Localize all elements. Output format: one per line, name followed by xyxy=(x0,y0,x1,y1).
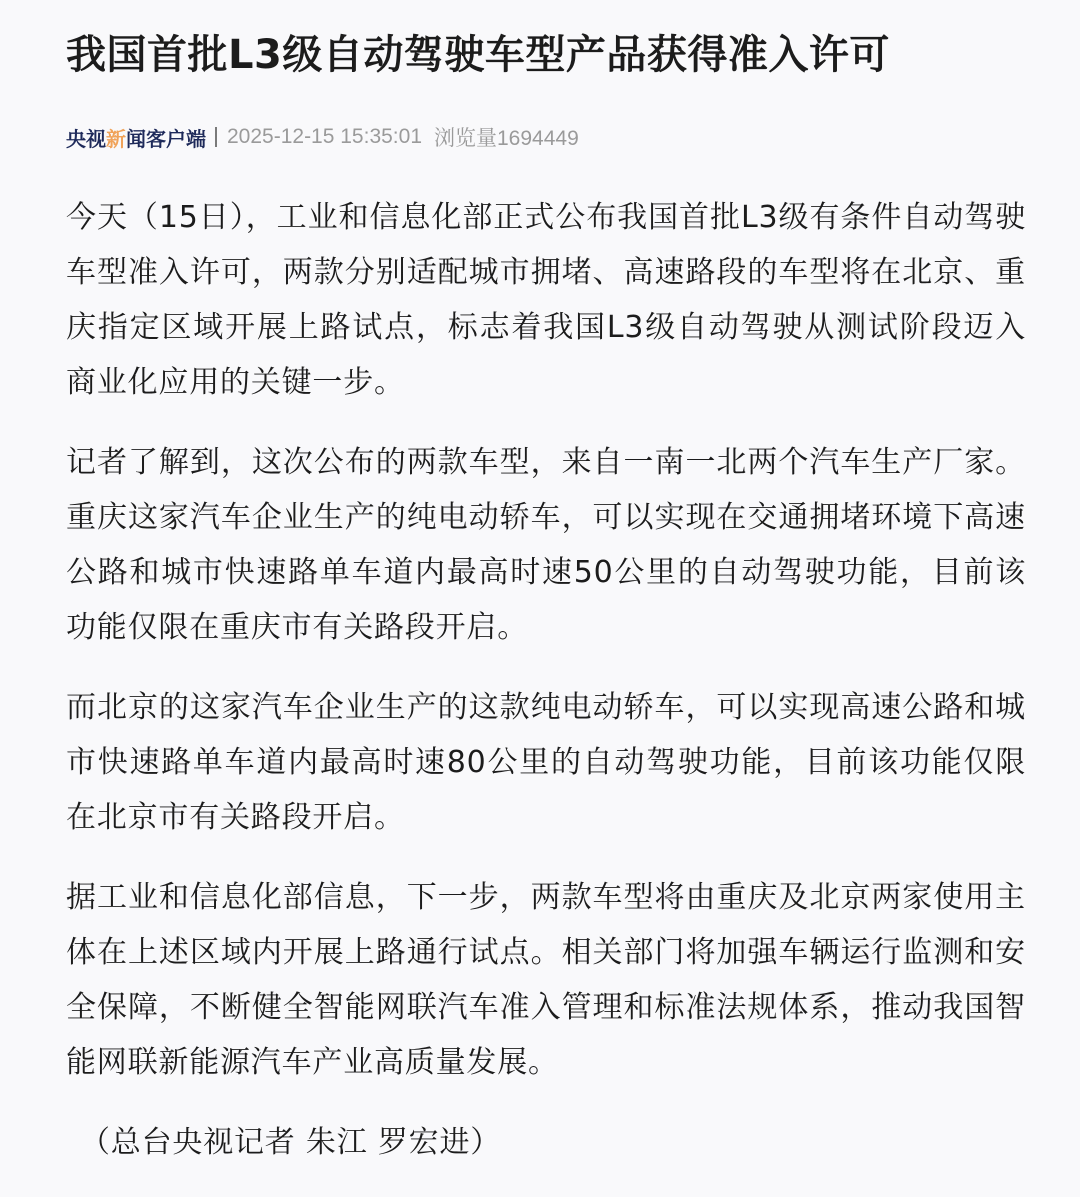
meta-divider xyxy=(215,127,217,147)
article-title: 我国首批L3级自动驾驶车型产品获得准入许可 xyxy=(66,32,890,78)
source-logo-accent: 新 xyxy=(106,126,126,151)
source-logo-part2: 闻客户端 xyxy=(126,126,206,151)
paragraph-2: 记者了解到，这次公布的两款车型，来自一南一北两个汽车生产厂家。重庆这家汽车企业生产的纯电动轿车，可以实现在交通拥堵环境下高速公路和城市快速路单车道内最高时速50公里的自动驾驶功能，目前该功能仅限在重庆市有关路段开启。 xyxy=(66,445,1026,645)
view-count xyxy=(434,122,579,152)
view-count-value: 1694449 xyxy=(497,127,579,150)
reporter-byline: （总台央视记者 朱江 罗宏进） xyxy=(80,1125,502,1160)
paragraph-3: 而北京的这家汽车企业生产的这款纯电动轿车，可以实现高速公路和城市快速路单车道内最高时速80公里的自动驾驶功能，目前该功能仅限在北京市有关路段开启。 xyxy=(66,690,1026,835)
view-count-label: 浏览量 xyxy=(434,127,497,150)
article-meta xyxy=(66,122,579,152)
source-logo-part1: 央视 xyxy=(66,126,106,151)
paragraph-4: 据工业和信息化部信息，下一步，两款车型将由重庆及北京两家使用主体在上述区域内开展上路通行试点。相关部门将加强车辆运行监测和安全保障，不断健全智能网联汽车准入管理和标准法规体系，推动我国智能网联新能源汽车产业高质量发展。 xyxy=(66,880,1026,1080)
paragraph-1: 今天（15日），工业和信息化部正式公布我国首批L3级有条件自动驾驶车型准入许可，两款分别适配城市拥堵、高速路段的车型将在北京、重庆指定区域开展上路试点，标志着我国L3级自动驾驶从测试阶段迈入商业化应用的关键一步。 xyxy=(66,200,1026,400)
source-logo[interactable] xyxy=(66,123,206,152)
article-body xyxy=(66,190,1026,1170)
publish-datetime: 2025-12-15 15:35:01 xyxy=(227,125,422,148)
